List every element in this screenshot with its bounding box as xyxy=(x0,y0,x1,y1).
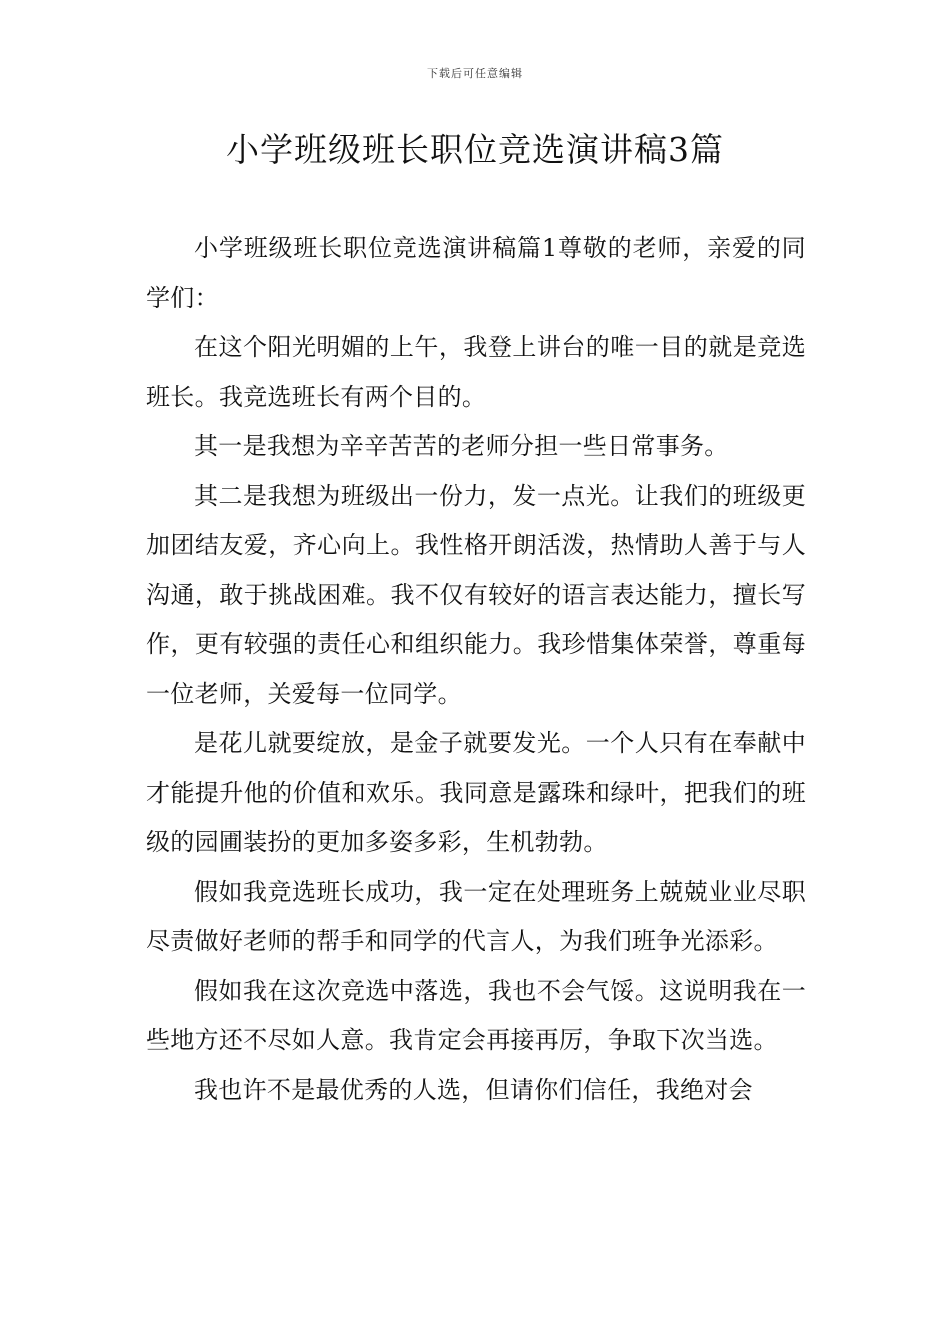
page-header-note: 下载后可任意编辑 xyxy=(427,67,523,80)
paragraph-6: 假如我竞选班长成功，我一定在处理班务上兢兢业业尽职尽责做好老师的帮手和同学的代言人，为我们班争光添彩。 xyxy=(146,877,806,955)
paragraph-3: 其一是我想为辛辛苦苦的老师分担一些日常事务。 xyxy=(194,432,729,460)
paragraph-8: 我也许不是最优秀的人选，但请你们信任，我绝对会 xyxy=(194,1075,753,1104)
paragraph-4: 其二是我想为班级出一份力，发一点光。让我们的班级更加团结友爱，齐心向上。我性格开朗活泼，热情助人善于与人沟通，敢于挑战困难。我不仅有较好的语言表达能力，擅长写作，更有较强的责任心和组织能力。我珍惜集体荣誉，尊重每一位老师，关爱每一位同学。 xyxy=(146,481,806,708)
paragraph-5: 是花儿就要绽放，是金子就要发光。一个人只有在奉献中才能提升他的价值和欢乐。我同意是露珠和绿叶，把我们的班级的园圃装扮的更加多姿多彩，生机勃勃。 xyxy=(146,729,806,856)
document-body xyxy=(146,224,806,1115)
paragraph-1: 小学班级班长职位竞选演讲稿篇1尊敬的老师，亲爱的同学们： xyxy=(146,234,806,312)
paragraph-7: 假如我在这次竞选中落选，我也不会气馁。这说明我在一些地方还不尽如人意。我肯定会再接再厉，争取下次当选。 xyxy=(146,976,806,1054)
document-title: 小学班级班长职位竞选演讲稿3篇 xyxy=(226,130,724,169)
paragraph-2: 在这个阳光明媚的上午，我登上讲台的唯一目的就是竞选班长。我竞选班长有两个目的。 xyxy=(146,333,806,411)
